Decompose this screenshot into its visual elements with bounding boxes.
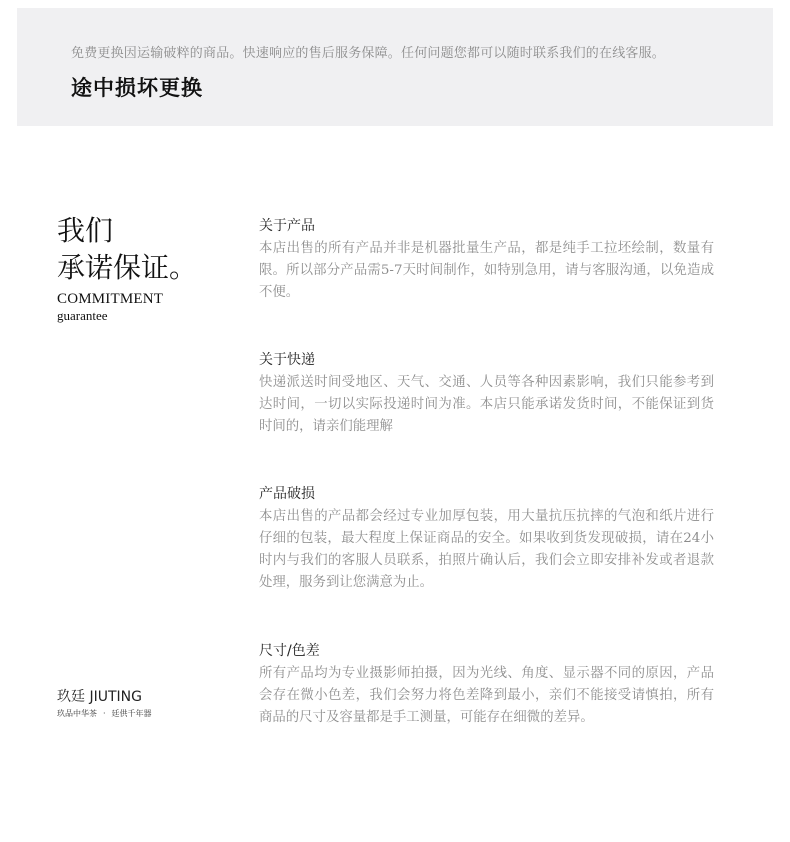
brand-slogan xyxy=(57,709,237,719)
commitment-block xyxy=(57,212,237,323)
section-body: 快递派送时间受地区、天气、交通、人员等各种因素影响，我们只能参考到达时间，一切以实际投递时间为准。本店只能承诺发货时间，不能保证到货时间的，请亲们能理解 xyxy=(259,375,714,434)
section-damage xyxy=(259,484,714,594)
section-title: 产品破损 xyxy=(259,486,315,502)
section-body: 所有产品均为专业摄影师拍摄，因为光线、角度、显示器不同的原因，产品会存在微小色差，我们会努力将色差降到最小，亲们不能接受请慎拍，所有商品的尺寸及容量都是手工测量，可能存在细微的差异。 xyxy=(259,666,714,725)
section-body: 本店出售的所有产品并非是机器批量生产品，都是纯手工拉坯绘制，数量有限。所以部分产品需5-7天时间制作，如特别急用，请与客服沟通，以免造成不便。 xyxy=(259,241,714,300)
banner-title: 途中损坏更换 xyxy=(71,75,203,100)
banner-subtitle: 免费更换因运输破粹的商品。快速响应的售后服务保障。任何问题您都可以随时联系我们的在线客服。 xyxy=(71,46,666,61)
section-title: 关于产品 xyxy=(259,218,315,234)
section-body: 本店出售的产品都会经过专业加厚包装，用大量抗压抗摔的气泡和纸片进行仔细的包装，最大程度上保证商品的安全。如果收到货发现破损，请在24小时内与我们的客服人员联系，拍照片确认后，我们会立即安排补发或者退款处理，服务到让您满意为止。 xyxy=(259,509,714,590)
brand-slogan-right: 廷供千年器 xyxy=(111,709,152,718)
section-title: 关于快递 xyxy=(259,352,315,368)
commitment-heading-line2: 承诺保证。 xyxy=(57,251,198,284)
brand-name: 玖廷 JIUTING xyxy=(57,689,142,705)
section-title: 尺寸/色差 xyxy=(259,643,320,659)
brand-slogan-left: 玖品中华茶 xyxy=(57,709,97,718)
brand-slogan-separator: · xyxy=(103,709,106,718)
brand-block xyxy=(57,688,237,719)
section-size-color xyxy=(259,641,714,729)
commitment-english: COMMITMENT xyxy=(57,291,164,307)
section-delivery xyxy=(259,350,714,438)
replacement-banner xyxy=(17,8,773,126)
commitment-english-sub: guarantee xyxy=(57,308,108,323)
section-product xyxy=(259,216,714,304)
commitment-heading-line1: 我们 xyxy=(57,214,114,247)
